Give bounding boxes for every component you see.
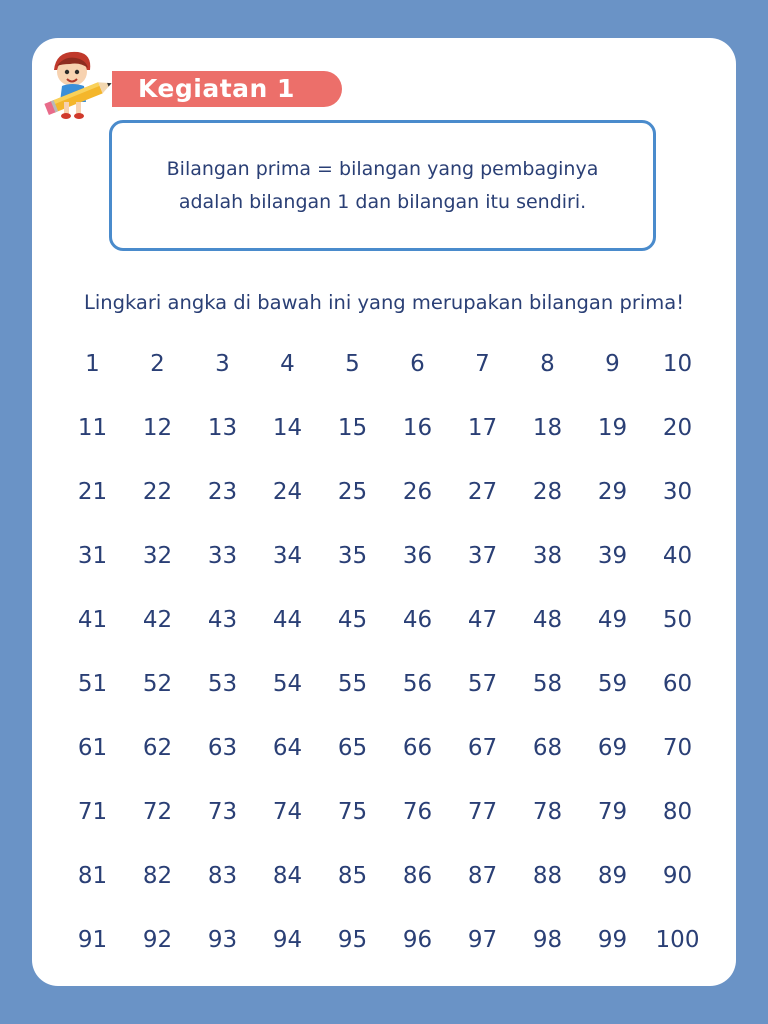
number-cell[interactable]: 4	[280, 351, 295, 377]
number-cell[interactable]: 29	[597, 479, 628, 505]
number-cell[interactable]: 24	[272, 479, 303, 505]
activity-banner: Kegiatan 1	[112, 71, 342, 107]
number-cell[interactable]: 11	[77, 415, 108, 441]
number-cell[interactable]: 8	[540, 351, 555, 377]
number-cell[interactable]: 88	[532, 863, 563, 889]
number-cell[interactable]: 22	[142, 479, 173, 505]
number-cell[interactable]: 1	[85, 351, 100, 377]
number-cell[interactable]: 6	[410, 351, 425, 377]
number-cell[interactable]: 12	[142, 415, 173, 441]
number-cell[interactable]: 44	[272, 607, 303, 633]
number-cell[interactable]: 9	[605, 351, 620, 377]
number-cell[interactable]: 94	[272, 927, 303, 953]
number-cell[interactable]: 90	[662, 863, 693, 889]
number-cell[interactable]: 35	[337, 543, 368, 569]
number-cell[interactable]: 14	[272, 415, 303, 441]
number-cell[interactable]: 20	[662, 415, 693, 441]
number-cell[interactable]: 63	[207, 735, 238, 761]
number-cell[interactable]: 47	[467, 607, 498, 633]
number-cell[interactable]: 91	[77, 927, 108, 953]
number-cell[interactable]: 92	[142, 927, 173, 953]
number-cell[interactable]: 58	[532, 671, 563, 697]
number-cell[interactable]: 42	[142, 607, 173, 633]
number-cell[interactable]: 33	[207, 543, 238, 569]
number-cell[interactable]: 21	[77, 479, 108, 505]
number-cell[interactable]: 18	[532, 415, 563, 441]
number-cell[interactable]: 82	[142, 863, 173, 889]
number-cell[interactable]: 30	[662, 479, 693, 505]
number-cell[interactable]: 39	[597, 543, 628, 569]
number-cell[interactable]: 70	[662, 735, 693, 761]
number-cell[interactable]: 36	[402, 543, 433, 569]
number-cell[interactable]: 53	[207, 671, 238, 697]
number-cell[interactable]: 2	[150, 351, 165, 377]
number-cell[interactable]: 41	[77, 607, 108, 633]
number-cell[interactable]: 64	[272, 735, 303, 761]
number-cell[interactable]: 93	[207, 927, 238, 953]
number-cell[interactable]: 74	[272, 799, 303, 825]
number-cell[interactable]: 37	[467, 543, 498, 569]
number-cell[interactable]: 57	[467, 671, 498, 697]
number-cell[interactable]: 13	[207, 415, 238, 441]
number-cell[interactable]: 62	[142, 735, 173, 761]
number-cell[interactable]: 55	[337, 671, 368, 697]
number-cell[interactable]: 76	[402, 799, 433, 825]
number-cell[interactable]: 83	[207, 863, 238, 889]
number-cell[interactable]: 95	[337, 927, 368, 953]
number-cell[interactable]: 45	[337, 607, 368, 633]
number-cell[interactable]: 81	[77, 863, 108, 889]
number-cell[interactable]: 46	[402, 607, 433, 633]
definition-line-2: adalah bilangan 1 dan bilangan itu sendiri.	[178, 190, 587, 213]
number-cell[interactable]: 31	[77, 543, 108, 569]
number-cell[interactable]: 100	[655, 927, 700, 953]
number-grid	[60, 332, 710, 972]
number-cell[interactable]: 96	[402, 927, 433, 953]
number-cell[interactable]: 7	[475, 351, 490, 377]
number-cell[interactable]: 84	[272, 863, 303, 889]
number-cell[interactable]: 77	[467, 799, 498, 825]
number-cell[interactable]: 56	[402, 671, 433, 697]
number-cell[interactable]: 72	[142, 799, 173, 825]
number-cell[interactable]: 78	[532, 799, 563, 825]
number-cell[interactable]: 51	[77, 671, 108, 697]
number-cell[interactable]: 69	[597, 735, 628, 761]
number-cell[interactable]: 3	[215, 351, 230, 377]
definition-line-1: Bilangan prima = bilangan yang pembaginya	[166, 157, 599, 180]
number-cell[interactable]: 67	[467, 735, 498, 761]
number-cell[interactable]: 40	[662, 543, 693, 569]
number-cell[interactable]: 87	[467, 863, 498, 889]
number-cell[interactable]: 85	[337, 863, 368, 889]
number-cell[interactable]: 32	[142, 543, 173, 569]
number-cell[interactable]: 97	[467, 927, 498, 953]
number-cell[interactable]: 65	[337, 735, 368, 761]
number-cell[interactable]: 25	[337, 479, 368, 505]
number-cell[interactable]: 79	[597, 799, 628, 825]
number-cell[interactable]: 59	[597, 671, 628, 697]
number-cell[interactable]: 89	[597, 863, 628, 889]
number-cell[interactable]: 17	[467, 415, 498, 441]
number-cell[interactable]: 54	[272, 671, 303, 697]
number-cell[interactable]: 15	[337, 415, 368, 441]
number-cell[interactable]: 16	[402, 415, 433, 441]
number-cell[interactable]: 43	[207, 607, 238, 633]
worksheet-page	[32, 38, 736, 986]
number-cell[interactable]: 50	[662, 607, 693, 633]
number-cell[interactable]: 75	[337, 799, 368, 825]
number-cell[interactable]: 28	[532, 479, 563, 505]
number-cell[interactable]: 71	[77, 799, 108, 825]
number-cell[interactable]: 19	[597, 415, 628, 441]
number-cell[interactable]: 98	[532, 927, 563, 953]
number-cell[interactable]: 10	[662, 351, 693, 377]
number-cell[interactable]: 27	[467, 479, 498, 505]
number-cell[interactable]: 60	[662, 671, 693, 697]
number-cell[interactable]: 68	[532, 735, 563, 761]
number-cell[interactable]: 49	[597, 607, 628, 633]
number-cell[interactable]: 86	[402, 863, 433, 889]
number-cell[interactable]: 23	[207, 479, 238, 505]
number-cell[interactable]: 5	[345, 351, 360, 377]
number-cell[interactable]: 48	[532, 607, 563, 633]
number-cell[interactable]: 34	[272, 543, 303, 569]
number-cell[interactable]: 80	[662, 799, 693, 825]
number-cell[interactable]: 38	[532, 543, 563, 569]
definition-box	[109, 120, 656, 251]
number-cell[interactable]: 52	[142, 671, 173, 697]
instruction-text: Lingkari angka di bawah ini yang merupakan bilangan prima!	[83, 291, 685, 314]
number-cell[interactable]: 66	[402, 735, 433, 761]
number-cell[interactable]: 99	[597, 927, 628, 953]
number-cell[interactable]: 26	[402, 479, 433, 505]
number-cell[interactable]: 73	[207, 799, 238, 825]
child-with-pencil-icon	[40, 44, 122, 126]
number-cell[interactable]: 61	[77, 735, 108, 761]
